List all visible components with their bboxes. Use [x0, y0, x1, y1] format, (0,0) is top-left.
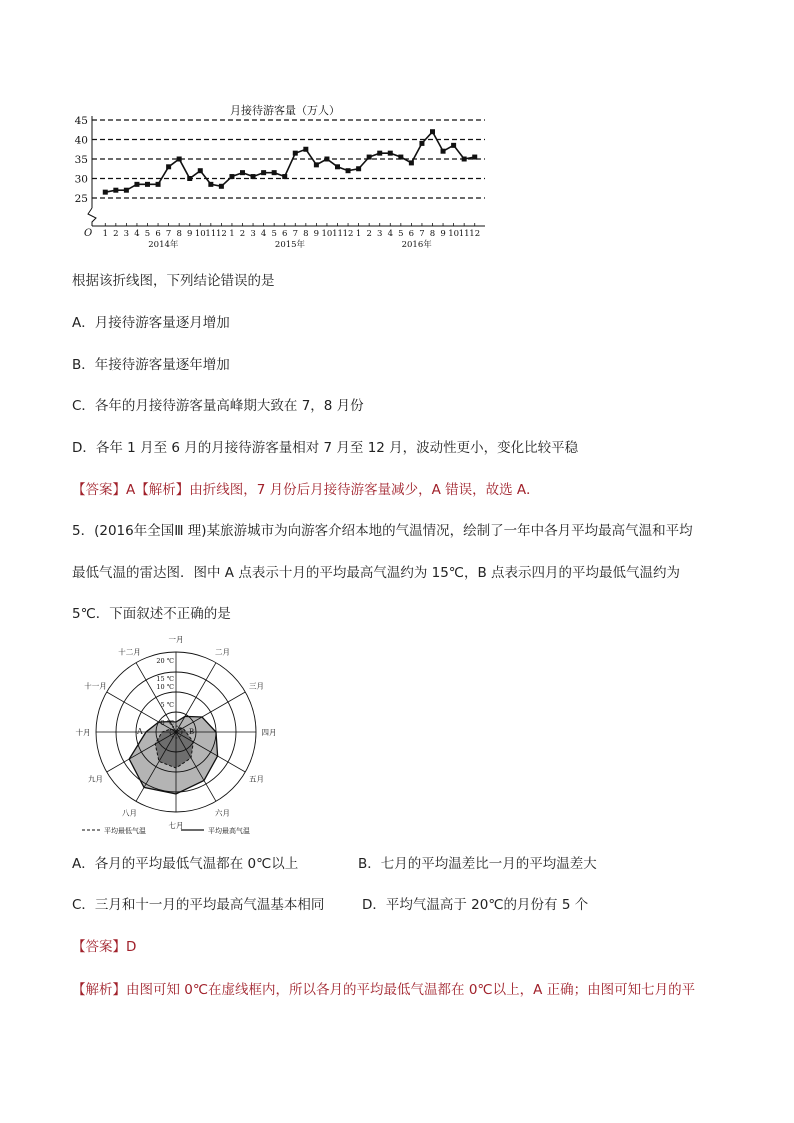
q4-option-c: C．各年的月接待游客量高峰期大致在 7，8 月份: [72, 398, 364, 414]
data-point: [472, 155, 477, 160]
month-label: 十月: [75, 728, 91, 737]
x-tick-label: 1: [229, 229, 235, 239]
data-point: [103, 190, 108, 195]
x-tick-label: 7: [292, 229, 298, 239]
year-label: 2014年: [148, 240, 179, 250]
y-tick-label: 35: [74, 154, 88, 166]
q5-option-c: C．三月和十一月的平均最高气温基本相同: [72, 897, 325, 913]
ring-label: 5 ℃: [160, 701, 174, 709]
x-tick-label: 1: [355, 229, 362, 239]
data-point: [240, 170, 245, 175]
data-point: [303, 147, 308, 152]
data-point: [462, 157, 467, 162]
axis-break: [88, 208, 96, 226]
data-point: [293, 151, 298, 156]
data-point: [430, 129, 435, 134]
data-point: [229, 174, 234, 179]
x-tick-label: 4: [260, 229, 267, 239]
q5-option-b: B．七月的平均温差比一月的平均温差大: [358, 856, 597, 872]
data-point: [335, 164, 340, 169]
x-tick-label: 5: [398, 229, 404, 239]
x-tick-label: 6: [408, 229, 415, 239]
x-tick-label: 4: [387, 229, 393, 239]
ring-label: 10 ℃: [156, 683, 174, 691]
x-tick-label: 11: [458, 229, 470, 239]
month-label: 三月: [249, 681, 265, 691]
q4-option-a: A．月接待游客量逐月增加: [72, 315, 230, 331]
x-tick-label: 11: [332, 229, 343, 239]
x-tick-label: 8: [176, 229, 182, 239]
legend-low-label: 平均最低气温: [104, 827, 146, 835]
month-label: 二月: [215, 647, 230, 657]
x-tick-label: 9: [313, 229, 320, 239]
data-point: [187, 176, 192, 181]
q5-analysis: 【解析】由图可知 0℃在虚线框内，所以各月的平均最低气温都在 0℃以上，A 正确；由图可知七月的平: [72, 982, 696, 998]
data-point: [166, 164, 171, 169]
data-point: [113, 188, 118, 193]
ring-label: 0 ℃: [160, 719, 174, 727]
x-tick-label: 12: [469, 229, 481, 239]
q5-answer: 【答案】D: [72, 939, 137, 955]
data-point: [177, 157, 182, 162]
x-tick-label: 2: [113, 229, 119, 239]
x-tick-label: 2: [366, 229, 372, 239]
year-label: 2016年: [401, 240, 432, 250]
data-point: [346, 168, 351, 173]
month-label: 四月: [261, 728, 277, 737]
temperature-radar-chart: [75, 635, 277, 840]
y-tick-label: 25: [74, 193, 88, 205]
q5-stem-line2: 最低气温的雷达图．图中 A 点表示十月的平均最高气温约为 15℃，B 点表示四月的平均最低气温约为: [72, 565, 680, 581]
x-tick-label: 11: [205, 229, 217, 239]
q5-option-d: D．平均气温高于 20℃的月份有 5 个: [362, 897, 589, 913]
month-label: 八月: [122, 808, 137, 818]
data-point: [282, 174, 287, 179]
data-point: [219, 184, 224, 189]
x-tick-label: 3: [250, 229, 256, 239]
point-b-label: B: [189, 728, 195, 736]
month-label: 六月: [215, 808, 230, 818]
data-point: [251, 174, 256, 179]
x-tick-label: 7: [165, 229, 172, 239]
data-point: [377, 151, 382, 156]
data-point: [419, 141, 424, 146]
x-tick-label: 2: [239, 229, 246, 239]
x-tick-label: 5: [271, 229, 277, 239]
origin-label: O: [84, 228, 93, 239]
data-point: [198, 168, 203, 173]
y-tick-label: 45: [74, 115, 88, 127]
year-label: 2015年: [274, 240, 306, 250]
month-label: 九月: [87, 774, 103, 784]
x-tick-label: 7: [419, 229, 425, 239]
x-tick-label: 6: [282, 229, 288, 239]
x-tick-label: 3: [377, 229, 383, 239]
x-tick-label: 10: [194, 229, 206, 239]
chart-title: 月接待游客量（万人）: [230, 104, 340, 117]
x-tick-label: 9: [440, 229, 446, 239]
x-tick-label: 8: [429, 229, 436, 239]
month-label: 十二月: [118, 647, 141, 657]
data-point: [409, 160, 414, 165]
data-point: [272, 170, 277, 175]
q4-option-b: B．年接待游客量逐年增加: [72, 357, 230, 373]
x-tick-label: 9: [187, 229, 193, 239]
monthly-visitors-line-chart: [70, 96, 500, 252]
q4-stem: 根据该折线图，下列结论错误的是: [72, 273, 275, 289]
ring-label: 20 ℃: [156, 657, 174, 665]
month-label: 五月: [249, 774, 265, 784]
data-point: [324, 157, 329, 162]
data-point: [314, 162, 319, 167]
q4-option-d: D．各年 1 月至 6 月的月接待游客量相对 7 月至 12 月，波动性更小，变化比较平稳: [72, 440, 579, 456]
data-point: [124, 188, 129, 193]
data-point: [367, 155, 372, 160]
data-point: [441, 149, 446, 154]
ring-label: 15 ℃: [156, 675, 174, 683]
data-point: [208, 182, 213, 187]
data-point: [451, 143, 456, 148]
q5-stem-line1: 5．(2016年全国Ⅲ 理)某旅游城市为向游客介绍本地的气温情况，绘制了一年中各月平均最高气温和平均: [72, 523, 693, 539]
data-point: [388, 151, 393, 156]
data-point: [356, 166, 361, 171]
x-tick-label: 12: [215, 229, 227, 239]
month-label: 一月: [168, 635, 184, 644]
x-tick-label: 10: [321, 229, 333, 239]
point-a-label: A: [137, 727, 143, 736]
x-tick-label: 1: [102, 229, 108, 239]
data-point: [261, 170, 266, 175]
x-tick-label: 6: [155, 229, 161, 239]
data-point: [134, 182, 139, 187]
data-point: [145, 182, 150, 187]
y-tick-label: 30: [74, 173, 88, 186]
x-tick-label: 12: [342, 229, 354, 239]
q5-stem-line3: 5℃．下面叙述不正确的是: [72, 606, 231, 622]
x-tick-label: 8: [303, 229, 309, 239]
x-tick-label: 5: [144, 229, 151, 239]
x-tick-label: 10: [448, 229, 460, 239]
data-point: [156, 182, 161, 187]
month-label: 十一月: [84, 681, 107, 691]
x-tick-label: 4: [134, 229, 140, 239]
series-line: [105, 132, 474, 193]
x-tick-label: 3: [123, 229, 130, 239]
data-point: [398, 155, 403, 160]
month-label: 七月: [168, 821, 184, 830]
y-tick-label: 40: [74, 134, 88, 147]
legend-high-label: 平均最高气温: [208, 827, 250, 835]
q5-option-a: A．各月的平均最低气温都在 0℃以上: [72, 856, 299, 872]
q4-answer: 【答案】A【解析】由折线图，7 月份后月接待游客量减少，A 错误，故选 A．: [72, 482, 540, 498]
